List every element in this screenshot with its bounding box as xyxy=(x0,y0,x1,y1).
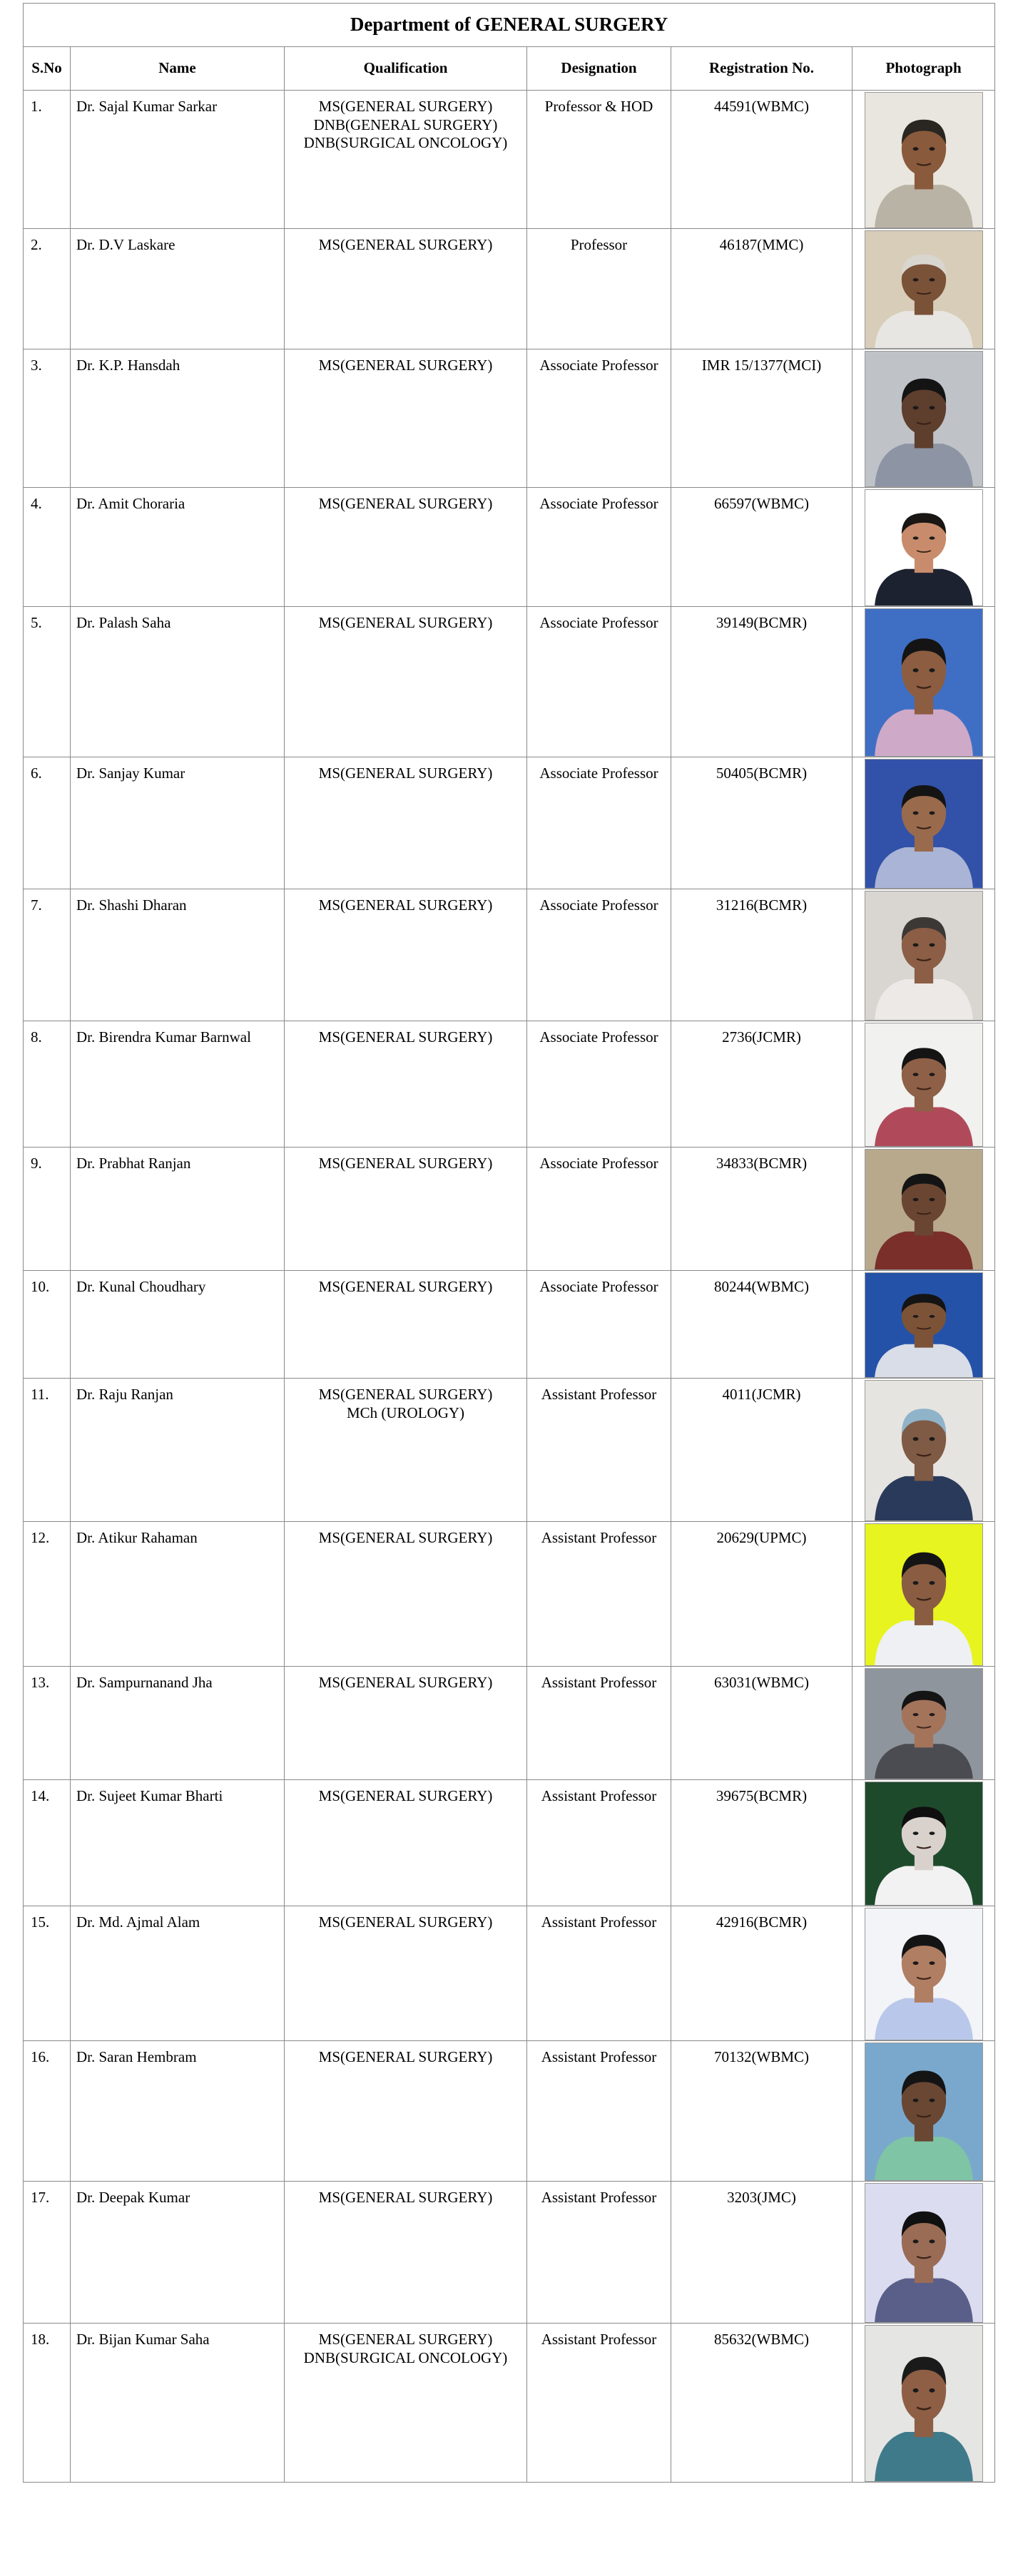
portrait-illustration xyxy=(865,1669,982,1779)
faculty-name: Dr. Sampurnanand Jha xyxy=(71,1667,285,1780)
portrait-illustration xyxy=(865,1023,982,1146)
faculty-photo xyxy=(865,230,983,349)
faculty-name: Dr. Saran Hembram xyxy=(71,2041,285,2182)
portrait-illustration xyxy=(865,1524,982,1665)
faculty-photo xyxy=(865,2043,983,2181)
designation: Associate Professor xyxy=(527,488,671,607)
table-row xyxy=(24,757,995,889)
faculty-photo xyxy=(865,1908,983,2040)
serial-number: 1. xyxy=(24,91,71,229)
designation: Assistant Professor xyxy=(527,2041,671,2182)
qualification-cell xyxy=(285,2041,527,2182)
photograph-cell xyxy=(852,1148,995,1271)
portrait-illustration xyxy=(865,1150,982,1269)
faculty-name: Dr. K.P. Hansdah xyxy=(71,349,285,488)
column-header-registration: Registration No. xyxy=(671,47,852,91)
designation: Associate Professor xyxy=(527,349,671,488)
faculty-name: Dr. Sanjay Kumar xyxy=(71,757,285,889)
faculty-name: Dr. Sujeet Kumar Bharti xyxy=(71,1780,285,1906)
qualification-line: MS(GENERAL SURGERY) xyxy=(318,1278,493,1295)
qualification-line: MCh (UROLOGY) xyxy=(346,1404,465,1421)
registration-number: 63031(WBMC) xyxy=(671,1667,852,1780)
registration-number: 3203(JMC) xyxy=(671,2182,852,2324)
qualification-cell xyxy=(285,1906,527,2041)
faculty-photo xyxy=(865,92,983,228)
table-row xyxy=(24,1271,995,1379)
registration-number: 85632(WBMC) xyxy=(671,2324,852,2483)
qualification-line: DNB(GENERAL SURGERY) xyxy=(313,116,498,133)
serial-number: 6. xyxy=(24,757,71,889)
faculty-photo xyxy=(865,2325,983,2482)
serial-number: 2. xyxy=(24,229,71,349)
qualification-cell xyxy=(285,607,527,757)
portrait-illustration xyxy=(865,490,982,605)
qualification-line: MS(GENERAL SURGERY) xyxy=(318,1386,493,1403)
faculty-photo xyxy=(865,1782,983,1906)
serial-number: 16. xyxy=(24,2041,71,2182)
table-row xyxy=(24,2041,995,2182)
faculty-name: Dr. Prabhat Ranjan xyxy=(71,1148,285,1271)
registration-number: 4011(JCMR) xyxy=(671,1379,852,1522)
registration-number: 42916(BCMR) xyxy=(671,1906,852,2041)
serial-number: 9. xyxy=(24,1148,71,1271)
faculty-photo xyxy=(865,489,983,606)
photograph-cell xyxy=(852,1906,995,2041)
table-row xyxy=(24,1021,995,1148)
qualification-line: MS(GENERAL SURGERY) xyxy=(318,896,493,914)
designation: Assistant Professor xyxy=(527,1379,671,1522)
faculty-table xyxy=(23,3,995,2483)
faculty-name: Dr. Raju Ranjan xyxy=(71,1379,285,1522)
faculty-photo xyxy=(865,351,983,487)
qualification-line: MS(GENERAL SURGERY) xyxy=(318,765,493,782)
serial-number: 8. xyxy=(24,1021,71,1148)
photograph-cell xyxy=(852,1271,995,1379)
photograph-cell xyxy=(852,91,995,229)
faculty-name: Dr. Palash Saha xyxy=(71,607,285,757)
table-row xyxy=(24,1906,995,2041)
qualification-line: MS(GENERAL SURGERY) xyxy=(318,2331,493,2348)
faculty-photo xyxy=(865,1023,983,1147)
photograph-cell xyxy=(852,757,995,889)
designation: Assistant Professor xyxy=(527,1667,671,1780)
photograph-cell xyxy=(852,1379,995,1522)
column-header-photograph: Photograph xyxy=(852,47,995,91)
portrait-illustration xyxy=(865,93,982,228)
registration-number: 39675(BCMR) xyxy=(671,1780,852,1906)
faculty-name: Dr. Kunal Choudhary xyxy=(71,1271,285,1379)
qualification-cell xyxy=(285,2324,527,2483)
qualification-cell xyxy=(285,488,527,607)
photograph-cell xyxy=(852,1522,995,1667)
table-row xyxy=(24,91,995,229)
table-row xyxy=(24,2324,995,2483)
portrait-illustration xyxy=(865,609,982,756)
registration-number: 34833(BCMR) xyxy=(671,1148,852,1271)
qualification-cell xyxy=(285,349,527,488)
table-row xyxy=(24,1780,995,1906)
faculty-photo xyxy=(865,1668,983,1779)
serial-number: 11. xyxy=(24,1379,71,1522)
document-sheet xyxy=(23,3,994,2483)
qualification-cell xyxy=(285,91,527,229)
photograph-cell xyxy=(852,488,995,607)
faculty-name: Dr. Atikur Rahaman xyxy=(71,1522,285,1667)
page-title: Department of GENERAL SURGERY xyxy=(24,4,995,47)
serial-number: 12. xyxy=(24,1522,71,1667)
photograph-cell xyxy=(852,1021,995,1148)
table-row xyxy=(24,1379,995,1522)
qualification-line: DNB(SURGICAL ONCOLOGY) xyxy=(303,134,508,152)
portrait-illustration xyxy=(865,1381,982,1520)
registration-number: 80244(WBMC) xyxy=(671,1271,852,1379)
table-row xyxy=(24,1522,995,1667)
photograph-cell xyxy=(852,349,995,488)
registration-number: 46187(MMC) xyxy=(671,229,852,349)
faculty-name: Dr. Shashi Dharan xyxy=(71,889,285,1021)
table-row xyxy=(24,349,995,488)
serial-number: 10. xyxy=(24,1271,71,1379)
designation: Associate Professor xyxy=(527,889,671,1021)
registration-number: 2736(JCMR) xyxy=(671,1021,852,1148)
qualification-cell xyxy=(285,757,527,889)
faculty-photo xyxy=(865,1523,983,1666)
table-row xyxy=(24,607,995,757)
photograph-cell xyxy=(852,1780,995,1906)
photograph-cell xyxy=(852,607,995,757)
faculty-photo xyxy=(865,1272,983,1378)
qualification-line: MS(GENERAL SURGERY) xyxy=(318,1787,493,1804)
serial-number: 17. xyxy=(24,2182,71,2324)
column-header-sno: S.No xyxy=(24,47,71,91)
serial-number: 3. xyxy=(24,349,71,488)
qualification-cell xyxy=(285,1379,527,1522)
portrait-illustration xyxy=(865,352,982,486)
column-header-designation: Designation xyxy=(527,47,671,91)
table-row xyxy=(24,229,995,349)
qualification-line: MS(GENERAL SURGERY) xyxy=(318,98,493,115)
qualification-cell xyxy=(285,1148,527,1271)
portrait-illustration xyxy=(865,1273,982,1377)
photograph-cell xyxy=(852,2182,995,2324)
registration-number: 66597(WBMC) xyxy=(671,488,852,607)
faculty-photo xyxy=(865,2183,983,2323)
photograph-cell xyxy=(852,2041,995,2182)
designation: Professor & HOD xyxy=(527,91,671,229)
registration-number: 44591(WBMC) xyxy=(671,91,852,229)
faculty-photo xyxy=(865,1149,983,1270)
portrait-illustration xyxy=(865,1782,982,1905)
qualification-line: MS(GENERAL SURGERY) xyxy=(318,1674,493,1691)
qualification-line: MS(GENERAL SURGERY) xyxy=(318,357,493,374)
qualification-cell xyxy=(285,2182,527,2324)
faculty-name: Dr. Deepak Kumar xyxy=(71,2182,285,2324)
qualification-cell xyxy=(285,229,527,349)
photograph-cell xyxy=(852,1667,995,1780)
table-row xyxy=(24,889,995,1021)
registration-number: 39149(BCMR) xyxy=(671,607,852,757)
faculty-photo xyxy=(865,1380,983,1521)
qualification-cell xyxy=(285,1021,527,1148)
designation: Associate Professor xyxy=(527,1271,671,1379)
table-row xyxy=(24,1667,995,1780)
qualification-cell xyxy=(285,1271,527,1379)
designation: Assistant Professor xyxy=(527,1906,671,2041)
designation: Professor xyxy=(527,229,671,349)
column-header-qualification: Qualification xyxy=(285,47,527,91)
registration-number: 31216(BCMR) xyxy=(671,889,852,1021)
qualification-cell xyxy=(285,1522,527,1667)
table-row xyxy=(24,2182,995,2324)
designation: Associate Professor xyxy=(527,1021,671,1148)
photograph-cell xyxy=(852,889,995,1021)
faculty-name: Dr. Md. Ajmal Alam xyxy=(71,1906,285,2041)
faculty-name: Dr. Bijan Kumar Saha xyxy=(71,2324,285,2483)
serial-number: 13. xyxy=(24,1667,71,1780)
portrait-illustration xyxy=(865,1908,982,2040)
table-body xyxy=(24,91,995,2483)
serial-number: 5. xyxy=(24,607,71,757)
photograph-cell xyxy=(852,229,995,349)
faculty-name: Dr. Birendra Kumar Barnwal xyxy=(71,1021,285,1148)
qualification-line: MS(GENERAL SURGERY) xyxy=(318,1529,493,1546)
portrait-illustration xyxy=(865,891,982,1020)
registration-number: 70132(WBMC) xyxy=(671,2041,852,2182)
qualification-line: MS(GENERAL SURGERY) xyxy=(318,2189,493,2206)
serial-number: 15. xyxy=(24,1906,71,2041)
registration-number: IMR 15/1377(MCI) xyxy=(671,349,852,488)
qualification-cell xyxy=(285,1667,527,1780)
faculty-photo xyxy=(865,608,983,757)
designation: Assistant Professor xyxy=(527,2324,671,2483)
portrait-illustration xyxy=(865,2184,982,2322)
serial-number: 4. xyxy=(24,488,71,607)
serial-number: 7. xyxy=(24,889,71,1021)
portrait-illustration xyxy=(865,2043,982,2180)
qualification-line: MS(GENERAL SURGERY) xyxy=(318,2048,493,2065)
faculty-name: Dr. D.V Laskare xyxy=(71,229,285,349)
faculty-photo xyxy=(865,891,983,1021)
designation: Associate Professor xyxy=(527,1148,671,1271)
qualification-cell xyxy=(285,889,527,1021)
column-header-name: Name xyxy=(71,47,285,91)
qualification-line: MS(GENERAL SURGERY) xyxy=(318,495,493,512)
qualification-line: MS(GENERAL SURGERY) xyxy=(318,1028,493,1046)
qualification-line: MS(GENERAL SURGERY) xyxy=(318,1913,493,1931)
faculty-name: Dr. Amit Choraria xyxy=(71,488,285,607)
designation: Assistant Professor xyxy=(527,1522,671,1667)
registration-number: 20629(UPMC) xyxy=(671,1522,852,1667)
photograph-cell xyxy=(852,2324,995,2483)
designation: Assistant Professor xyxy=(527,1780,671,1906)
qualification-line: DNB(SURGICAL ONCOLOGY) xyxy=(303,2348,508,2366)
qualification-line: MS(GENERAL SURGERY) xyxy=(318,1155,493,1172)
table-row xyxy=(24,1148,995,1271)
table-row xyxy=(24,488,995,607)
faculty-photo xyxy=(865,759,983,889)
portrait-illustration xyxy=(865,2326,982,2481)
designation: Associate Professor xyxy=(527,607,671,757)
portrait-illustration xyxy=(865,231,982,348)
registration-number: 50405(BCMR) xyxy=(671,757,852,889)
qualification-line: MS(GENERAL SURGERY) xyxy=(318,614,493,631)
designation: Associate Professor xyxy=(527,757,671,889)
qualification-line: MS(GENERAL SURGERY) xyxy=(318,236,493,253)
designation: Assistant Professor xyxy=(527,2182,671,2324)
qualification-cell xyxy=(285,1780,527,1906)
serial-number: 14. xyxy=(24,1780,71,1906)
faculty-name: Dr. Sajal Kumar Sarkar xyxy=(71,91,285,229)
portrait-illustration xyxy=(865,760,982,888)
serial-number: 18. xyxy=(24,2324,71,2483)
